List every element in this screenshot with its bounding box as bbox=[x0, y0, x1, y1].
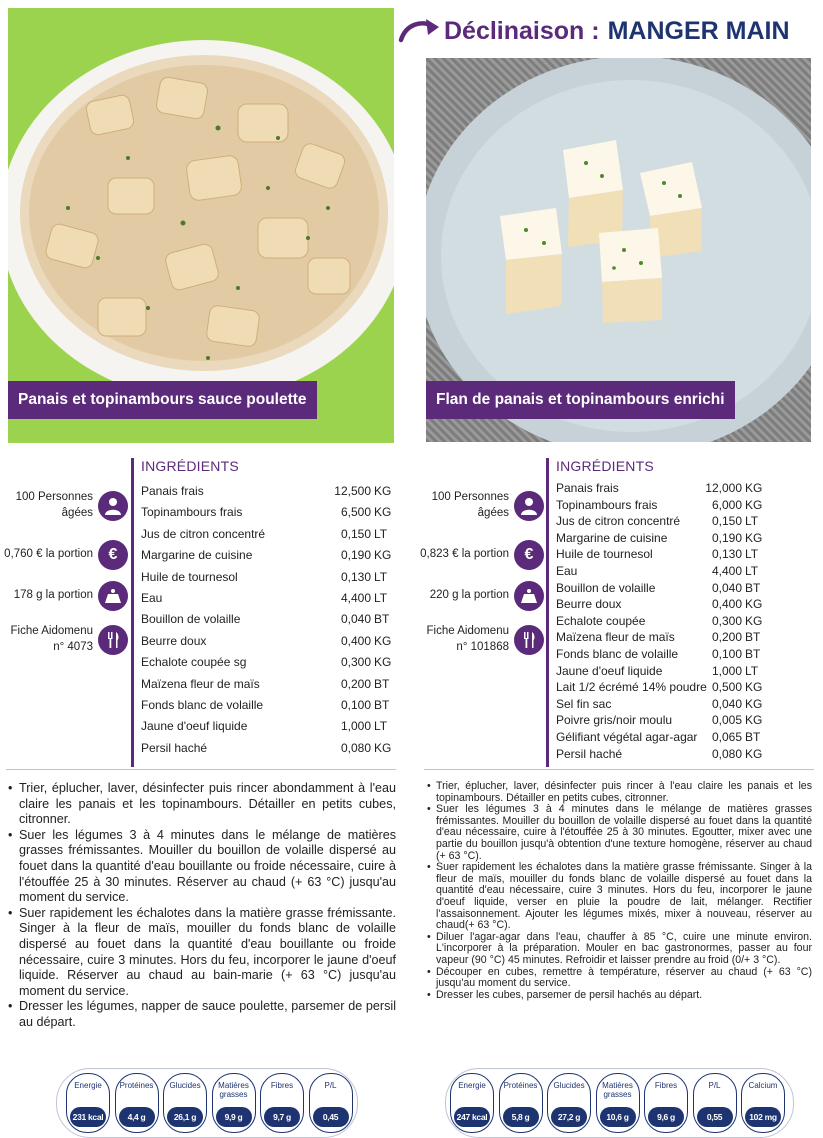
nutrition-label: P/L bbox=[324, 1081, 337, 1090]
ingredient-row bbox=[556, 614, 816, 629]
ingredient-qty: 0,300 bbox=[340, 655, 371, 670]
ingredient-row bbox=[556, 531, 816, 546]
ingredient-unit: BT bbox=[374, 612, 390, 627]
ingredient-row bbox=[556, 481, 816, 496]
info-fiche-right bbox=[420, 624, 544, 655]
ingredient-row bbox=[556, 547, 816, 562]
scale-icon bbox=[514, 581, 544, 611]
ingredient-qty: 0,190 bbox=[340, 548, 371, 563]
ingredient-name: Panais frais bbox=[141, 484, 204, 498]
ingredient-qty: 4,400 bbox=[340, 591, 371, 605]
ingredient-row bbox=[141, 612, 401, 627]
ingredient-unit: LT bbox=[374, 526, 388, 541]
ingredient-qty: 1,000 bbox=[340, 719, 371, 734]
ingredient-row bbox=[556, 730, 816, 745]
nutrition-badge bbox=[644, 1073, 688, 1133]
ingredient-qty: 0,400 bbox=[711, 597, 742, 612]
curved-arrow-icon bbox=[398, 16, 442, 46]
price-label: 0,760 € la portion bbox=[4, 548, 93, 561]
nutrition-label: Fibres bbox=[270, 1081, 294, 1090]
divider-left bbox=[131, 458, 134, 767]
ingredient-unit: KG bbox=[745, 497, 763, 512]
ingredient-name: Gélifiant végétal agar-agar bbox=[556, 730, 698, 744]
ingredient-name: Echalote coupée bbox=[556, 613, 646, 628]
fiche-label: Fiche Aidomenu n° 4073 bbox=[10, 625, 93, 653]
person-icon bbox=[514, 491, 544, 521]
euro-icon: € bbox=[98, 540, 128, 570]
ingredient-qty: 0,040 bbox=[711, 696, 742, 711]
ingredient-unit: BT bbox=[745, 630, 761, 645]
ingredient-unit: KG bbox=[745, 696, 763, 711]
nutrition-badge bbox=[163, 1073, 207, 1133]
ingredient-qty: 12,500 bbox=[334, 484, 371, 498]
ingredient-unit: KG bbox=[374, 548, 392, 563]
ingredient-name: Poivre gris/noir moulu bbox=[556, 713, 673, 728]
ingredient-unit: LT bbox=[374, 591, 388, 605]
ingredient-row bbox=[141, 677, 401, 692]
ingredient-name: Topinambours frais bbox=[556, 497, 658, 512]
nutrition-value: 4,4 g bbox=[119, 1107, 155, 1127]
divider-right bbox=[546, 458, 549, 767]
nutrition-badge bbox=[309, 1073, 353, 1133]
instruction-step: • Dresser les légumes, napper de sauce poulette, parsemer de persil au départ. bbox=[8, 999, 396, 1030]
bowl-illustration bbox=[8, 8, 394, 443]
ingredient-row bbox=[141, 505, 401, 520]
ingredient-row bbox=[556, 713, 816, 728]
instruction-step: • Trier, éplucher, laver, désinfecter puis rincer à l'eau claire les panais et les topinambours. Détailler en petits cubes, citronner. bbox=[427, 781, 812, 804]
ingredient-unit: KG bbox=[374, 740, 392, 755]
nutrition-value: 102 mg bbox=[745, 1107, 781, 1127]
nutrition-value: 9,6 g bbox=[648, 1107, 684, 1127]
photo-flan bbox=[426, 58, 811, 442]
info-persons-left bbox=[4, 490, 128, 521]
info-persons-right bbox=[420, 490, 544, 521]
ingredient-row bbox=[556, 697, 816, 712]
ingredient-unit: BT bbox=[745, 730, 761, 744]
instruction-step: • Découper en cubes, remettre à température, réserver au chaud (+ 63 °C) jusqu'au moment du service. bbox=[427, 967, 812, 990]
nutrition-value: 27,2 g bbox=[551, 1107, 587, 1127]
ingredient-unit: KG bbox=[374, 505, 392, 520]
ingredient-name: Bouillon de volaille bbox=[141, 612, 241, 627]
ingredient-name: Margarine de cuisine bbox=[141, 548, 253, 563]
ingredient-row bbox=[141, 570, 401, 585]
ingredient-row bbox=[141, 634, 401, 649]
ingredient-row bbox=[141, 591, 401, 606]
ingredient-qty: 0,100 bbox=[711, 647, 742, 661]
ingredient-name: Bouillon de volaille bbox=[556, 580, 656, 595]
ingredient-unit: KG bbox=[745, 746, 763, 761]
ingredient-qty: 4,400 bbox=[711, 564, 742, 578]
steps-left bbox=[8, 781, 396, 1031]
nutrition-badge bbox=[693, 1073, 737, 1133]
page-header bbox=[398, 10, 790, 52]
nutrition-badge bbox=[260, 1073, 304, 1133]
ingredient-name: Beurre doux bbox=[556, 597, 622, 612]
info-price-left bbox=[4, 540, 128, 570]
separator-right bbox=[424, 769, 814, 770]
ingredient-unit: KG bbox=[374, 655, 392, 670]
ingredient-unit: LT bbox=[745, 564, 759, 578]
nutrition-label: Protéines bbox=[503, 1081, 538, 1090]
ingredient-qty: 0,065 bbox=[711, 730, 742, 744]
ingredient-unit: KG bbox=[374, 633, 392, 648]
instruction-step: • Suer les légumes 3 à 4 minutes dans le mélange de matières grasses frémissantes. Mouiller du bouillon de volaille dispersé au fouet dans la quantité d'eau bouillante ou froide nécessaire, cuire à l'étouffée 25 à 30 minutes. Réserver au chaud (+ 63 °C) jusqu'au moment du service. bbox=[8, 828, 396, 906]
ingredient-qty: 0,100 bbox=[340, 698, 371, 712]
ingredient-unit: LT bbox=[374, 569, 388, 584]
ingredient-qty: 0,150 bbox=[711, 514, 742, 529]
nutrition-label: Matières grasses bbox=[602, 1081, 633, 1099]
price-label: 0,823 € la portion bbox=[420, 548, 509, 561]
instruction-step: • Dresser les cubes, parsemer de persil hachés au départ. bbox=[427, 990, 812, 1002]
ingredient-unit: LT bbox=[374, 719, 388, 734]
person-icon bbox=[98, 491, 128, 521]
header-prefix: Déclinaison : bbox=[444, 16, 600, 45]
ingredient-row bbox=[141, 484, 401, 499]
ingredient-qty: 0,200 bbox=[340, 676, 371, 691]
nutrition-label: P/L bbox=[708, 1081, 721, 1090]
instruction-step: • Suer les légumes 3 à 4 minutes dans le mélange de matières grasses frémissantes. Mouiller du bouillon de volaille dispersé au fouet dans la quantité d'eau nécessaire, cuire à l'étouffée 25 à 30 minutes. Egoutter, mixer avec une partie du bouillon jusqu'à obtention d'une texture homogène, réserver au chaud (+ 63 °C). bbox=[427, 804, 812, 862]
ingredient-unit: KG bbox=[745, 680, 763, 695]
ingredient-qty: 0,040 bbox=[340, 612, 371, 627]
ingredient-name: Fonds blanc de volaille bbox=[556, 647, 679, 661]
cutlery-icon bbox=[98, 625, 128, 655]
nutrition-value: 9,9 g bbox=[216, 1107, 252, 1127]
ingredient-unit: BT bbox=[374, 698, 390, 712]
nutrition-label: Glucides bbox=[169, 1081, 201, 1090]
info-price-right bbox=[420, 540, 544, 570]
ingredient-unit: KG bbox=[745, 481, 763, 495]
weight-label: 178 g la portion bbox=[13, 589, 93, 602]
info-weight-left bbox=[4, 581, 128, 611]
ingredient-qty: 0,005 bbox=[711, 713, 742, 728]
ingredient-name: Huile de tournesol bbox=[556, 547, 653, 562]
separator-left bbox=[6, 769, 396, 770]
ingredient-qty: 0,150 bbox=[340, 526, 371, 541]
ingredient-name: Jus de citron concentré bbox=[141, 526, 266, 541]
ingredient-qty: 12,000 bbox=[705, 481, 742, 495]
nutrition-value: 5,8 g bbox=[503, 1107, 539, 1127]
instruction-step: • Diluer l'agar-agar dans l'eau, chauffer à 85 °C, cuire une minute environ. L'incorporer à la préparation. Mouler en bac gastronormes, passer au four vapeur (90 °C) 45 minutes. Refroidir et laisser prendre au froid (0/+ 3 °C). bbox=[427, 932, 812, 967]
ingredient-unit: KG bbox=[745, 613, 763, 628]
caption-left: Panais et topinambours sauce poulette bbox=[8, 381, 317, 419]
weight-label: 220 g la portion bbox=[429, 589, 509, 602]
ingredient-qty: 0,200 bbox=[711, 630, 742, 645]
nutrition-badge bbox=[66, 1073, 110, 1133]
nutrition-value: 9,7 g bbox=[264, 1107, 300, 1127]
ingredient-qty: 0,130 bbox=[711, 547, 742, 562]
ingredient-qty: 0,080 bbox=[340, 740, 371, 755]
ingredient-row bbox=[556, 514, 816, 529]
ingredient-row bbox=[141, 655, 401, 670]
ingredient-unit: LT bbox=[745, 663, 759, 678]
ingredient-row bbox=[556, 680, 816, 695]
ingredient-name: Eau bbox=[141, 591, 163, 605]
ingredient-row bbox=[141, 719, 401, 734]
ingredient-name: Beurre doux bbox=[141, 633, 207, 648]
ingredient-name: Jaune d'oeuf liquide bbox=[556, 663, 663, 678]
ingredient-qty: 6,000 bbox=[711, 497, 742, 512]
ingredient-name: Jus de citron concentré bbox=[556, 514, 681, 529]
ingredient-name: Fonds blanc de volaille bbox=[141, 698, 264, 712]
cutlery-icon bbox=[514, 625, 544, 655]
ingredient-qty: 6,500 bbox=[340, 505, 371, 520]
nutrition-badge bbox=[450, 1073, 494, 1133]
ingredient-row bbox=[556, 647, 816, 662]
nutrition-label: Glucides bbox=[553, 1081, 585, 1090]
persons-label: 100 Personnes âgées bbox=[431, 491, 509, 519]
persons-label: 100 Personnes âgées bbox=[15, 491, 93, 519]
nutrition-badge bbox=[596, 1073, 640, 1133]
ingredient-row bbox=[556, 664, 816, 679]
instruction-step: • Suer rapidement les échalotes dans la matière grasse frémissante. Singer à la fleur de maïs, mouiller du fonds blanc de volaille dispersé au fouet dans la quantité d'eau bouillante ou froide nécessaire, cuire 3 minutes. Hors du feu, incorporer le jaune d'oeuf liquide. Réserver au chaud au bain-marie (+ 63 °C) jusqu'au moment du service. bbox=[8, 906, 396, 1000]
ingredient-unit: LT bbox=[745, 547, 759, 562]
ingredient-name: Huile de tournesol bbox=[141, 569, 238, 584]
ingredients-title-left: INGRÉDIENTS bbox=[141, 458, 239, 474]
ingredient-name: Topinambours frais bbox=[141, 505, 243, 520]
nutrition-value: 0,55 bbox=[697, 1107, 733, 1127]
photo-poulette bbox=[8, 8, 394, 443]
fiche-label: Fiche Aidomenu n° 101868 bbox=[426, 625, 509, 653]
info-fiche-left bbox=[4, 624, 128, 655]
instruction-step: • Trier, éplucher, laver, désinfecter puis rincer abondamment à l'eau claire les panais et les topinambours. Détailler en petits cubes, citronner. bbox=[8, 781, 396, 828]
ingredient-unit: BT bbox=[745, 580, 761, 595]
nutrition-label: Fibres bbox=[654, 1081, 678, 1090]
ingredient-name: Sel fin sac bbox=[556, 696, 612, 711]
ingredient-unit: KG bbox=[745, 597, 763, 612]
nutrition-badge bbox=[212, 1073, 256, 1133]
ingredient-name: Margarine de cuisine bbox=[556, 530, 668, 545]
ingredient-row bbox=[556, 630, 816, 645]
nutrition-label: Energie bbox=[458, 1081, 486, 1090]
nutrition-value: 10,6 g bbox=[600, 1107, 636, 1127]
ingredient-qty: 0,080 bbox=[711, 746, 742, 761]
info-weight-right bbox=[420, 581, 544, 611]
nutrition-badge bbox=[499, 1073, 543, 1133]
ingredient-unit: BT bbox=[745, 647, 761, 661]
nutrition-value: 231 kcal bbox=[70, 1107, 106, 1127]
ingredient-name: Maïzena fleur de maïs bbox=[141, 676, 260, 691]
ingredient-qty: 0,400 bbox=[340, 633, 371, 648]
nutrition-value: 247 kcal bbox=[454, 1107, 490, 1127]
ingredient-row bbox=[141, 527, 401, 542]
ingredient-name: Persil haché bbox=[141, 740, 208, 755]
steps-right bbox=[427, 781, 812, 1001]
ingredient-row bbox=[556, 498, 816, 513]
ingredient-qty: 0,040 bbox=[711, 580, 742, 595]
nutrition-badge bbox=[547, 1073, 591, 1133]
ingredient-qty: 0,500 bbox=[711, 680, 742, 695]
ingredient-name: Lait 1/2 écrémé 14% poudre bbox=[556, 680, 707, 695]
ingredient-qty: 0,130 bbox=[340, 569, 371, 584]
ingredients-title-right: INGRÉDIENTS bbox=[556, 458, 654, 474]
ingredient-row bbox=[556, 564, 816, 579]
ingredient-unit: KG bbox=[745, 530, 763, 545]
ingredient-row bbox=[556, 581, 816, 596]
nutrition-label: Energie bbox=[74, 1081, 102, 1090]
instruction-step: • Suer rapidement les échalotes dans la matière grasse frémissante. Singer à la fleur de maïs, mouiller du fonds blanc de volaille dispersé au fouet dans la quantité d'eau nécessaire, cuire 3 minutes. Hors du feu, incorporer le jaune d'oeuf liquide, verser en pluie la poudre de lait, mélanger. Rectifier l'assaisonnement. Ajouter les légumes mixés, mixer à nouveau, réserver au chaud(+ 63 °C). bbox=[427, 862, 812, 932]
nutrition-label: Matières grasses bbox=[218, 1081, 249, 1099]
ingredient-row bbox=[556, 747, 816, 762]
nutrition-badge bbox=[741, 1073, 785, 1133]
header-title: MANGER MAIN bbox=[607, 16, 790, 45]
ingredient-qty: 0,190 bbox=[711, 530, 742, 545]
ingredient-qty: 0,300 bbox=[711, 613, 742, 628]
ingredient-name: Eau bbox=[556, 564, 578, 578]
ingredient-row bbox=[141, 741, 401, 756]
ingredient-name: Echalote coupée sg bbox=[141, 655, 247, 670]
ingredient-unit: KG bbox=[745, 713, 763, 728]
ingredient-unit: LT bbox=[745, 514, 759, 529]
ingredient-unit: BT bbox=[374, 676, 390, 691]
ingredient-row bbox=[556, 597, 816, 612]
ingredient-name: Jaune d'oeuf liquide bbox=[141, 719, 248, 734]
nutrition-label: Protéines bbox=[119, 1081, 154, 1090]
ingredient-row bbox=[141, 698, 401, 713]
ingredient-row bbox=[141, 548, 401, 563]
ingredient-qty: 1,000 bbox=[711, 663, 742, 678]
ingredient-unit: KG bbox=[374, 484, 392, 498]
caption-right: Flan de panais et topinambours enrichi bbox=[426, 381, 735, 419]
scale-icon bbox=[98, 581, 128, 611]
ingredient-name: Persil haché bbox=[556, 746, 623, 761]
nutrition-label: Calcium bbox=[748, 1081, 778, 1090]
nutrition-value: 0,45 bbox=[313, 1107, 349, 1127]
ingredient-name: Maïzena fleur de maïs bbox=[556, 630, 675, 645]
ingredient-name: Panais frais bbox=[556, 481, 619, 495]
euro-icon: € bbox=[514, 540, 544, 570]
nutrition-badge bbox=[115, 1073, 159, 1133]
nutrition-value: 26,1 g bbox=[167, 1107, 203, 1127]
